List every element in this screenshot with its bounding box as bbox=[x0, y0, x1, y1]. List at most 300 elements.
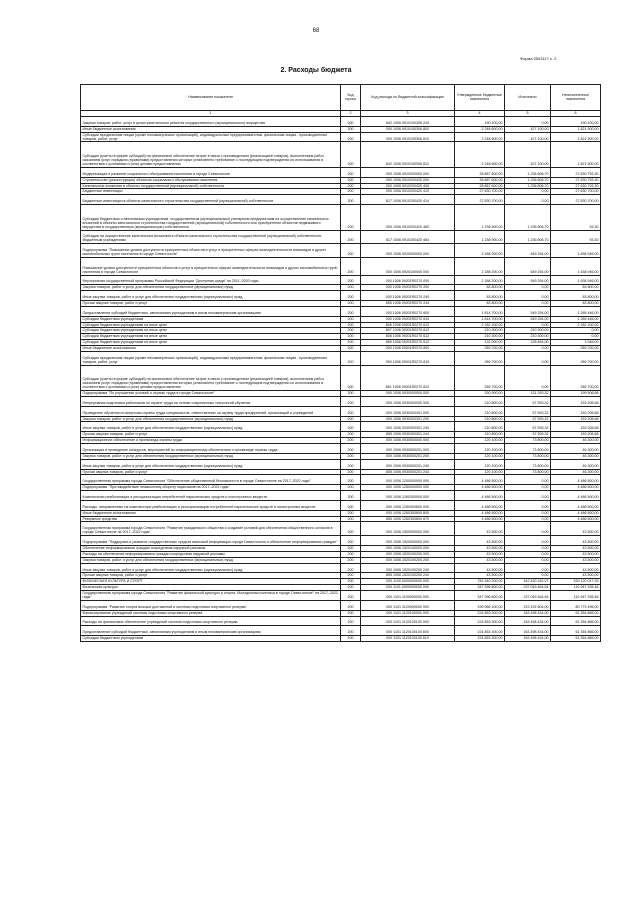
row-approved-amount: 299 966 100,00 bbox=[455, 600, 505, 610]
table-row bbox=[81, 591, 601, 601]
table-row bbox=[81, 491, 601, 501]
row-executed-amount: 0,00 bbox=[505, 510, 551, 516]
row-classification-code: 000 1006 0930000000 000 bbox=[361, 391, 455, 397]
row-approved-amount: 132 000,00 bbox=[455, 340, 505, 346]
row-approved-amount: 210 800,00 bbox=[455, 422, 505, 432]
row-executed-amount: 210 300,00 bbox=[505, 328, 551, 334]
row-indicator-name: Бюджетные инвестиции bbox=[81, 189, 341, 195]
table-row bbox=[81, 475, 601, 485]
row-indicator-name: Повышение уровня доступности приоритетных объектов и услуг в приоритетных сферах жизнедеятельности инвалидов и других маломобильных групп населения в городе Севастополе bbox=[81, 257, 341, 275]
row-line-code: 200 bbox=[341, 585, 361, 591]
row-indicator-name: Субсидии юридическим лицам (кроме некоммерческих организаций), индивидуальным предпринимателям, физическим лицам - производителям товаров, работ, услуг bbox=[81, 132, 341, 142]
row-approved-amount: 2 188 200,00 bbox=[455, 244, 505, 258]
row-remaining-amount: 1 821 500,00 bbox=[551, 142, 601, 167]
row-remaining-amount: 0,00 bbox=[551, 328, 601, 334]
row-remaining-amount: 339 120 017,93 bbox=[551, 579, 601, 585]
row-classification-code: 000 1006 1260300000 000 bbox=[361, 491, 455, 501]
row-indicator-name: Государственная программа города Севастополя "Развитие гражданского общества и создание условий для обеспечения общественного согласия в городе Севастополе на 2017–2022 годы" bbox=[81, 522, 341, 536]
row-executed-amount: 0,00 bbox=[505, 536, 551, 546]
row-approved-amount: 224 853 300,00 bbox=[455, 616, 505, 626]
row-executed-amount: 73 800,00 bbox=[505, 444, 551, 454]
row-remaining-amount: 4 486 500,00 bbox=[551, 516, 601, 522]
row-line-code: 200 bbox=[341, 610, 361, 616]
row-approved-amount: 4 486 500,00 bbox=[455, 475, 505, 485]
row-executed-amount: 0,00 bbox=[505, 573, 551, 579]
row-line-code: 200 bbox=[341, 328, 361, 334]
header-remaining: Неисполненные назначения bbox=[551, 85, 601, 111]
row-indicator-name: Прочая закупка товаров, работ и услуг bbox=[81, 432, 341, 438]
row-line-code: 200 bbox=[341, 117, 361, 127]
row-executed-amount: 0,00 bbox=[505, 522, 551, 536]
row-classification-code: 000 1006 0930500201 200 bbox=[361, 453, 455, 459]
row-approved-amount: 289 700,00 bbox=[455, 365, 505, 390]
table-row bbox=[81, 616, 601, 626]
row-remaining-amount: 27 630 793,30 bbox=[551, 167, 601, 177]
table-row bbox=[81, 444, 601, 454]
table-row bbox=[81, 257, 601, 275]
row-indicator-name: Прочая закупка товаров, работ и услуг bbox=[81, 469, 341, 475]
row-remaining-amount: 27 630 700,00 bbox=[551, 195, 601, 205]
row-line-code: 200 bbox=[341, 416, 361, 422]
row-classification-code: 000 1006 09201R0270 200 bbox=[361, 285, 455, 291]
row-remaining-amount: 0,00 bbox=[551, 334, 601, 340]
row-indicator-name: Строительство (реконструкция) объектов социального обслуживания населения bbox=[81, 177, 341, 183]
table-row bbox=[81, 142, 601, 167]
row-remaining-amount: 43 500,00 bbox=[551, 522, 601, 536]
row-approved-amount: 224 853 300,00 bbox=[455, 636, 505, 642]
row-indicator-name: Субсидии (гранты в форме субсидий) на финансовое обеспечение затрат в связи с производством (реализацией товаров), выполнением работ, оказанием услуг, порядком (правилами) предоставления которых установлено требование о последующем подтверждении их использования в соответствии с условиями и (или) целями предоставления bbox=[81, 365, 341, 390]
row-indicator-name: Субсидии бюджетным учреждениям bbox=[81, 316, 341, 322]
row-approved-amount: 224 853 300,00 bbox=[455, 610, 505, 616]
row-remaining-amount: 4 486 500,00 bbox=[551, 510, 601, 516]
row-executed-amount: 549 254,00 bbox=[505, 275, 551, 285]
table-row bbox=[81, 291, 601, 301]
row-approved-amount: 120 100,00 bbox=[455, 459, 505, 469]
form-code: Форма 0503117 с. 2 bbox=[520, 56, 557, 61]
row-remaining-amount: 80 773 496,00 bbox=[551, 600, 601, 610]
row-approved-amount: 4 486 500,00 bbox=[455, 485, 505, 491]
table-row bbox=[81, 396, 601, 406]
row-executed-amount: 1 236 806,70 bbox=[505, 230, 551, 244]
row-indicator-name: Подпрограмма "Повышение уровня доступности приоритетных объектов и услуг в приоритетных сферах жизнедеятельности инвалидов и других маломобильных групп населения в городе Севастополе" bbox=[81, 244, 341, 258]
row-indicator-name: Расходы на обеспечение информирования граждан посредством наружной рекламы bbox=[81, 551, 341, 557]
row-remaining-amount: 153 206,68 bbox=[551, 396, 601, 406]
row-classification-code: 000 1006 1200000000 000 bbox=[361, 475, 455, 485]
row-indicator-name: Закупка товаров, работ и услуг для обеспечения государственных (муниципальных) нужд bbox=[81, 557, 341, 563]
column-number: 2 bbox=[341, 111, 361, 117]
row-line-code: 200 bbox=[341, 551, 361, 557]
row-executed-amount: 0,00 bbox=[505, 195, 551, 205]
row-executed-amount: 549 254,00 bbox=[505, 257, 551, 275]
table-row bbox=[81, 195, 601, 205]
row-executed-amount: 0,00 bbox=[505, 346, 551, 352]
row-indicator-name: Субсидии бюджетным учреждениям bbox=[81, 636, 341, 642]
row-remaining-amount: 46 300,00 bbox=[551, 459, 601, 469]
row-indicator-name: Информационное обеспечение и пропаганда охраны труда bbox=[81, 438, 341, 444]
column-number: 3 bbox=[361, 111, 455, 117]
row-indicator-name: Субсидии бюджетным учреждениям на иные цели bbox=[81, 334, 341, 340]
table-row bbox=[81, 365, 601, 390]
row-classification-code: 855 1006 1520100200 244 bbox=[361, 573, 455, 579]
row-classification-code: 807 1006 09201R0270 612 bbox=[361, 328, 455, 334]
row-remaining-amount: 46 300,00 bbox=[551, 469, 601, 475]
row-line-code: 200 bbox=[341, 291, 361, 301]
row-remaining-amount: 27 630 793,30 bbox=[551, 183, 601, 189]
row-approved-amount: 1 814 700,00 bbox=[455, 316, 505, 322]
row-approved-amount: 224 853 300,00 bbox=[455, 626, 505, 636]
row-remaining-amount: 1 262 100,00 bbox=[551, 322, 601, 328]
row-classification-code: 000 1101 1120000000 000 bbox=[361, 600, 455, 610]
row-classification-code: 000 1006 0910200420 460 bbox=[361, 205, 455, 230]
row-executed-amount: 163 498 434,00 bbox=[505, 626, 551, 636]
row-executed-amount: 73 800,00 bbox=[505, 453, 551, 459]
row-indicator-name: Закупка товаров, работ, услуг в целях капитального ремонта государственного (муниципального) имущества bbox=[81, 117, 341, 127]
row-indicator-name: Физическая культура bbox=[81, 585, 341, 591]
row-classification-code: 000 1006 0930300301 240 bbox=[361, 422, 455, 432]
row-line-code: 200 bbox=[341, 406, 361, 416]
row-approved-amount: 43 500,00 bbox=[455, 563, 505, 573]
row-approved-amount: 28 867 600,00 bbox=[455, 167, 505, 177]
row-approved-amount: 28 867 600,00 bbox=[455, 183, 505, 189]
row-indicator-name: Иные закупки товаров, работ и услуг для обеспечения государственных (муниципальных) нужд bbox=[81, 422, 341, 432]
row-executed-amount: 0,00 bbox=[505, 475, 551, 485]
row-executed-amount: 549 254,00 bbox=[505, 306, 551, 316]
column-number: 4 bbox=[455, 111, 505, 117]
row-remaining-amount: 43 500,00 bbox=[551, 557, 601, 563]
row-executed-amount: 219 192 604,00 bbox=[505, 600, 551, 610]
row-remaining-amount: 61 354 866,00 bbox=[551, 636, 601, 642]
row-classification-code: 000 1101 1120100100 000 bbox=[361, 616, 455, 626]
row-classification-code: 000 1101 1120100100 610 bbox=[361, 636, 455, 642]
row-line-code: 200 bbox=[341, 444, 361, 454]
row-line-code: 200 bbox=[341, 591, 361, 601]
row-executed-amount: 0,00 bbox=[505, 300, 551, 306]
table-row bbox=[81, 563, 601, 573]
row-approved-amount: 1 814 700,00 bbox=[455, 306, 505, 316]
table-row bbox=[81, 422, 601, 432]
row-line-code: 200 bbox=[341, 600, 361, 610]
table-row bbox=[81, 626, 601, 636]
row-executed-amount: 0,00 bbox=[505, 491, 551, 501]
row-classification-code: 855 1006 09201R0270 244 bbox=[361, 300, 455, 306]
row-line-code: 200 bbox=[341, 536, 361, 546]
row-line-code: 200 bbox=[341, 573, 361, 579]
row-executed-amount: 1 236 806,70 bbox=[505, 205, 551, 230]
row-approved-amount: 210 800,00 bbox=[455, 432, 505, 438]
row-line-code: 200 bbox=[341, 432, 361, 438]
row-line-code: 200 bbox=[341, 516, 361, 522]
row-classification-code: 000 1006 0910200420 000 bbox=[361, 177, 455, 183]
row-classification-code: 000 1006 09201R0270 600 bbox=[361, 306, 455, 316]
row-classification-code: 000 1101 1120100100 600 bbox=[361, 626, 455, 636]
row-executed-amount: 163 498 434,00 bbox=[505, 610, 551, 616]
table-row bbox=[81, 244, 601, 258]
row-remaining-amount: 93,30 bbox=[551, 230, 601, 244]
row-line-code: 200 bbox=[341, 352, 361, 366]
row-indicator-name: Расходы, направленные на комплексную реабилитацию и ресоциализацию потребителей наркотических средств и психотропных веществ bbox=[81, 500, 341, 510]
row-classification-code: 000 1101 1100000000 000 bbox=[361, 591, 455, 601]
row-classification-code: 000 1006 09201R0270 000 bbox=[361, 275, 455, 285]
row-approved-amount: 2 248 600,00 bbox=[455, 132, 505, 142]
row-classification-code: 855 1006 09201R0270 612 bbox=[361, 340, 455, 346]
row-executed-amount: 73 800,00 bbox=[505, 438, 551, 444]
row-line-code: 200 bbox=[341, 183, 361, 189]
row-classification-code: 842 1006 0910100306 243 bbox=[361, 117, 455, 127]
row-line-code: 200 bbox=[341, 306, 361, 316]
row-approved-amount: 43 500,00 bbox=[455, 551, 505, 557]
row-line-code: 200 bbox=[341, 510, 361, 516]
row-indicator-name: Субсидии (гранты в форме субсидий) на финансовое обеспечение затрат в связи с производством (реализацией товаров), выполнением работ, оказанием услуг, порядком (правилами) предоставления которых установлено требование о последующем подтверждении их использования в соответствии с условиями и (или) целями предоставления bbox=[81, 142, 341, 167]
table-body bbox=[81, 117, 601, 642]
row-line-code: 200 bbox=[341, 453, 361, 459]
row-classification-code: 000 1006 1500000000 000 bbox=[361, 522, 455, 536]
row-indicator-name: Прочая закупка товаров, работ и услуг bbox=[81, 573, 341, 579]
table-row bbox=[81, 636, 601, 642]
table-row bbox=[81, 275, 601, 285]
row-approved-amount: 2 188 200,00 bbox=[455, 275, 505, 285]
row-remaining-amount: 43 500,00 bbox=[551, 563, 601, 573]
row-remaining-amount: 4 486 500,00 bbox=[551, 475, 601, 485]
row-approved-amount: 120 100,00 bbox=[455, 438, 505, 444]
row-approved-amount: 27 630 700,00 bbox=[455, 189, 505, 195]
row-approved-amount: 43 500,00 bbox=[455, 536, 505, 546]
row-remaining-amount: 43 500,00 bbox=[551, 545, 601, 551]
row-approved-amount: 28 867 600,00 bbox=[455, 177, 505, 183]
row-remaining-amount: 43 500,00 bbox=[551, 573, 601, 579]
row-executed-amount: 237 049 464,54 bbox=[505, 591, 551, 601]
row-line-code: 200 bbox=[341, 244, 361, 258]
row-line-code: 200 bbox=[341, 475, 361, 485]
row-approved-amount: 347 996 800,00 bbox=[455, 585, 505, 591]
row-classification-code: 000 1006 0930300301 000 bbox=[361, 406, 455, 416]
row-classification-code: 861 1006 09201R0270 812 bbox=[361, 365, 455, 390]
row-indicator-name: Бюджетные инвестиции в объекты капитального строительства государственной (муниципальной) собственности bbox=[81, 195, 341, 205]
row-approved-amount: 190 100,00 bbox=[455, 117, 505, 127]
row-remaining-amount: 46 300,00 bbox=[551, 438, 601, 444]
row-indicator-name: Иные закупки товаров, работ и услуг для обеспечения государственных (муниципальных) нужд bbox=[81, 563, 341, 573]
row-approved-amount: 43 500,00 bbox=[455, 522, 505, 536]
row-indicator-name: Иные бюджетные ассигнования bbox=[81, 346, 341, 352]
row-approved-amount: 4 486 500,00 bbox=[455, 510, 505, 516]
row-classification-code: 000 1101 1120100000 000 bbox=[361, 610, 455, 616]
row-classification-code: 817 1006 0910200420 464 bbox=[361, 230, 455, 244]
row-classification-code: 000 1006 1260000000 000 bbox=[361, 485, 455, 491]
row-classification-code: 000 1006 1520100200 000 bbox=[361, 551, 455, 557]
table-row bbox=[81, 406, 601, 416]
table-row bbox=[81, 306, 601, 316]
row-classification-code: 000 1006 0930300000 000 bbox=[361, 396, 455, 406]
row-indicator-name: Финансирование учреждений системы подготовки спортивного резерва bbox=[81, 610, 341, 616]
row-approved-amount: 210 300,00 bbox=[455, 328, 505, 334]
row-executed-amount: 0,00 bbox=[505, 365, 551, 390]
row-remaining-amount: 153 206,68 bbox=[551, 416, 601, 422]
row-approved-amount: 781 540 200,00 bbox=[455, 579, 505, 585]
row-line-code: 200 bbox=[341, 195, 361, 205]
row-remaining-amount: 190 100,00 bbox=[551, 117, 601, 127]
row-indicator-name: ФИЗИЧЕСКАЯ КУЛЬТУРА И СПОРТ bbox=[81, 579, 341, 585]
row-remaining-amount: 61 354 866,00 bbox=[551, 626, 601, 636]
row-line-code: 200 bbox=[341, 132, 361, 142]
row-remaining-amount: 199 506,68 bbox=[551, 391, 601, 397]
row-remaining-amount: 1 638 946,00 bbox=[551, 257, 601, 275]
row-remaining-amount: 43 500,00 bbox=[551, 536, 601, 546]
row-classification-code: 806 1006 09201R0270 612 bbox=[361, 322, 455, 328]
row-line-code: 200 bbox=[341, 189, 361, 195]
row-line-code: 200 bbox=[341, 322, 361, 328]
row-executed-amount: 57 593,32 bbox=[505, 396, 551, 406]
row-classification-code: 817 1006 0910200420 414 bbox=[361, 195, 455, 205]
row-remaining-amount: 4 486 500,00 bbox=[551, 491, 601, 501]
row-classification-code: 000 1006 09201R0270 800 bbox=[361, 346, 455, 352]
row-line-code: 200 bbox=[341, 126, 361, 132]
row-classification-code: 000 1006 0910200420 400 bbox=[361, 183, 455, 189]
row-classification-code: 000 1006 0920000000 000 bbox=[361, 244, 455, 258]
row-indicator-name: Подпрограмма "Поддержка и развитие государственных средств массовой информации города Севастополя и обеспечение информирования граждан" bbox=[81, 536, 341, 546]
table-row bbox=[81, 536, 601, 546]
row-executed-amount: 0,00 bbox=[505, 322, 551, 328]
row-approved-amount: 4 486 500,00 bbox=[455, 491, 505, 501]
row-executed-amount: 237 049 464,54 bbox=[505, 585, 551, 591]
row-approved-amount: 210 800,00 bbox=[455, 406, 505, 416]
table-row bbox=[81, 600, 601, 610]
row-indicator-name: Иные бюджетные ассигнования bbox=[81, 126, 341, 132]
table-row bbox=[81, 522, 601, 536]
row-indicator-name: Модернизация и развитие социального обслуживания населения в городе Севастополе bbox=[81, 167, 341, 177]
header-line-code: Код строки bbox=[341, 85, 361, 111]
row-classification-code: 000 1006 09201R0270 240 bbox=[361, 291, 455, 301]
row-executed-amount: 427 100,00 bbox=[505, 142, 551, 167]
row-executed-amount: 549 254,00 bbox=[505, 316, 551, 322]
row-executed-amount: 57 593,32 bbox=[505, 416, 551, 422]
row-line-code: 200 bbox=[341, 334, 361, 340]
row-approved-amount: 83 800,00 bbox=[455, 291, 505, 301]
row-line-code: 200 bbox=[341, 285, 361, 291]
row-classification-code: 000 1006 0910200420 410 bbox=[361, 189, 455, 195]
row-line-code: 200 bbox=[341, 485, 361, 491]
row-classification-code: 855 1006 1260300600 870 bbox=[361, 516, 455, 522]
row-classification-code: 000 1006 1260300600 000 bbox=[361, 500, 455, 510]
row-executed-amount: 0,00 bbox=[505, 516, 551, 522]
row-executed-amount: 427 100,00 bbox=[505, 132, 551, 142]
row-indicator-name: Государственная программа города Севастополя "Обеспечение общественной безопасности в городе Севастополе на 2017–2022 годы" bbox=[81, 475, 341, 485]
row-line-code: 200 bbox=[341, 626, 361, 636]
row-remaining-amount: 46 300,00 bbox=[551, 444, 601, 454]
row-line-code: 200 bbox=[341, 257, 361, 275]
row-executed-amount: 0,00 bbox=[505, 285, 551, 291]
column-number: 5 bbox=[505, 111, 551, 117]
row-line-code: 200 bbox=[341, 459, 361, 469]
row-line-code: 200 bbox=[341, 545, 361, 551]
row-classification-code: 000 1006 0910200000 000 bbox=[361, 167, 455, 177]
column-number: 1 bbox=[81, 111, 341, 117]
row-executed-amount: 1 236 806,70 bbox=[505, 177, 551, 183]
column-number: 6 bbox=[551, 111, 601, 117]
row-approved-amount: 27 630 700,00 bbox=[455, 195, 505, 205]
row-classification-code: 000 1006 1520100000 000 bbox=[361, 545, 455, 551]
table-row bbox=[81, 459, 601, 469]
row-indicator-name: Закупка товаров, работ и услуг для обеспечения государственных (муниципальных) нужд bbox=[81, 453, 341, 459]
row-approved-amount: 330 900,00 bbox=[455, 391, 505, 397]
row-executed-amount: 442 420 182,07 bbox=[505, 579, 551, 585]
row-classification-code: 808 1006 09201R0270 612 bbox=[361, 334, 455, 340]
row-remaining-amount: 153 206,68 bbox=[551, 422, 601, 432]
row-approved-amount: 1 236 900,00 bbox=[455, 230, 505, 244]
row-approved-amount: 120 100,00 bbox=[455, 453, 505, 459]
row-indicator-name: Субсидии бюджетным учреждениям на иные цели bbox=[81, 328, 341, 334]
row-remaining-amount: 1 638 946,00 bbox=[551, 244, 601, 258]
row-line-code: 200 bbox=[341, 579, 361, 585]
row-line-code: 200 bbox=[341, 438, 361, 444]
row-classification-code: 000 1006 0910100306 810 bbox=[361, 132, 455, 142]
row-executed-amount: 210 300,00 bbox=[505, 334, 551, 340]
row-line-code: 200 bbox=[341, 316, 361, 322]
row-executed-amount: 0,00 bbox=[505, 117, 551, 127]
row-line-code: 200 bbox=[341, 563, 361, 573]
row-remaining-amount: 3 346,00 bbox=[551, 340, 601, 346]
row-approved-amount: 289 700,00 bbox=[455, 352, 505, 366]
row-remaining-amount: 46 300,00 bbox=[551, 453, 601, 459]
table-row bbox=[81, 132, 601, 142]
row-approved-amount: 2 188 200,00 bbox=[455, 257, 505, 275]
row-executed-amount: 0,00 bbox=[505, 352, 551, 366]
row-classification-code: 000 1006 0920100000 000 bbox=[361, 257, 455, 275]
row-remaining-amount: 4 486 500,00 bbox=[551, 500, 601, 510]
row-remaining-amount: 153 206,68 bbox=[551, 406, 601, 416]
row-approved-amount: 4 486 500,00 bbox=[455, 500, 505, 510]
header-indicator-name: Наименование показателя bbox=[81, 85, 341, 111]
row-approved-amount: 2 248 600,00 bbox=[455, 126, 505, 132]
row-classification-code: 000 1101 0000000000 000 bbox=[361, 585, 455, 591]
row-approved-amount: 289 700,00 bbox=[455, 346, 505, 352]
row-line-code: 200 bbox=[341, 275, 361, 285]
row-classification-code: 000 1006 1520100200 240 bbox=[361, 563, 455, 573]
row-classification-code: 000 1006 0930300301 200 bbox=[361, 416, 455, 422]
row-executed-amount: 0,00 bbox=[505, 545, 551, 551]
page-number: 68 bbox=[312, 28, 320, 34]
row-remaining-amount: 153 206,68 bbox=[551, 432, 601, 438]
row-classification-code: 855 1006 0930500201 244 bbox=[361, 469, 455, 475]
row-approved-amount: 83 800,00 bbox=[455, 300, 505, 306]
row-indicator-name: Резервные средства bbox=[81, 516, 341, 522]
row-indicator-name: Организация и проведение конкурсов, мероприятий по информационному обеспечению и пропаганде охраны труда bbox=[81, 444, 341, 454]
row-remaining-amount: 110 947 335,46 bbox=[551, 585, 601, 591]
row-indicator-name: Комплексная реабилитация и ресоциализация потребителей наркотических средств и психотропных веществ bbox=[81, 491, 341, 501]
row-executed-amount: 73 800,00 bbox=[505, 459, 551, 469]
row-executed-amount: 163 498 434,00 bbox=[505, 636, 551, 642]
row-indicator-name: Непрерывная подготовка работников по охране труда на основе современных технологий обучения bbox=[81, 396, 341, 406]
row-remaining-amount: 61 354 866,00 bbox=[551, 610, 601, 616]
row-indicator-name: Субсидии бюджетным учреждениям на иные цели bbox=[81, 322, 341, 328]
row-remaining-amount: 289 700,00 bbox=[551, 352, 601, 366]
row-line-code: 200 bbox=[341, 522, 361, 536]
row-approved-amount: 43 500,00 bbox=[455, 545, 505, 551]
row-approved-amount: 43 500,00 bbox=[455, 557, 505, 563]
row-classification-code: 000 1006 09201R0270 810 bbox=[361, 352, 455, 366]
row-indicator-name: Иные бюджетные ассигнования bbox=[81, 510, 341, 516]
row-line-code: 200 bbox=[341, 167, 361, 177]
row-approved-amount: 1 236 900,00 bbox=[455, 205, 505, 230]
row-indicator-name: Субсидии бюджетным учреждениям на иные цели bbox=[81, 340, 341, 346]
table-row bbox=[81, 205, 601, 230]
row-indicator-name: Подпрограмма "По улучшению условий и охраны труда в городе Севастополе" bbox=[81, 391, 341, 397]
row-executed-amount: 0,00 bbox=[505, 189, 551, 195]
row-line-code: 200 bbox=[341, 391, 361, 397]
row-approved-amount: 4 486 500,00 bbox=[455, 516, 505, 522]
row-remaining-amount: 289 700,00 bbox=[551, 346, 601, 352]
row-executed-amount: 128 654,00 bbox=[505, 340, 551, 346]
row-executed-amount: 163 498 434,00 bbox=[505, 616, 551, 626]
row-approved-amount: 2 248 600,00 bbox=[455, 142, 505, 167]
